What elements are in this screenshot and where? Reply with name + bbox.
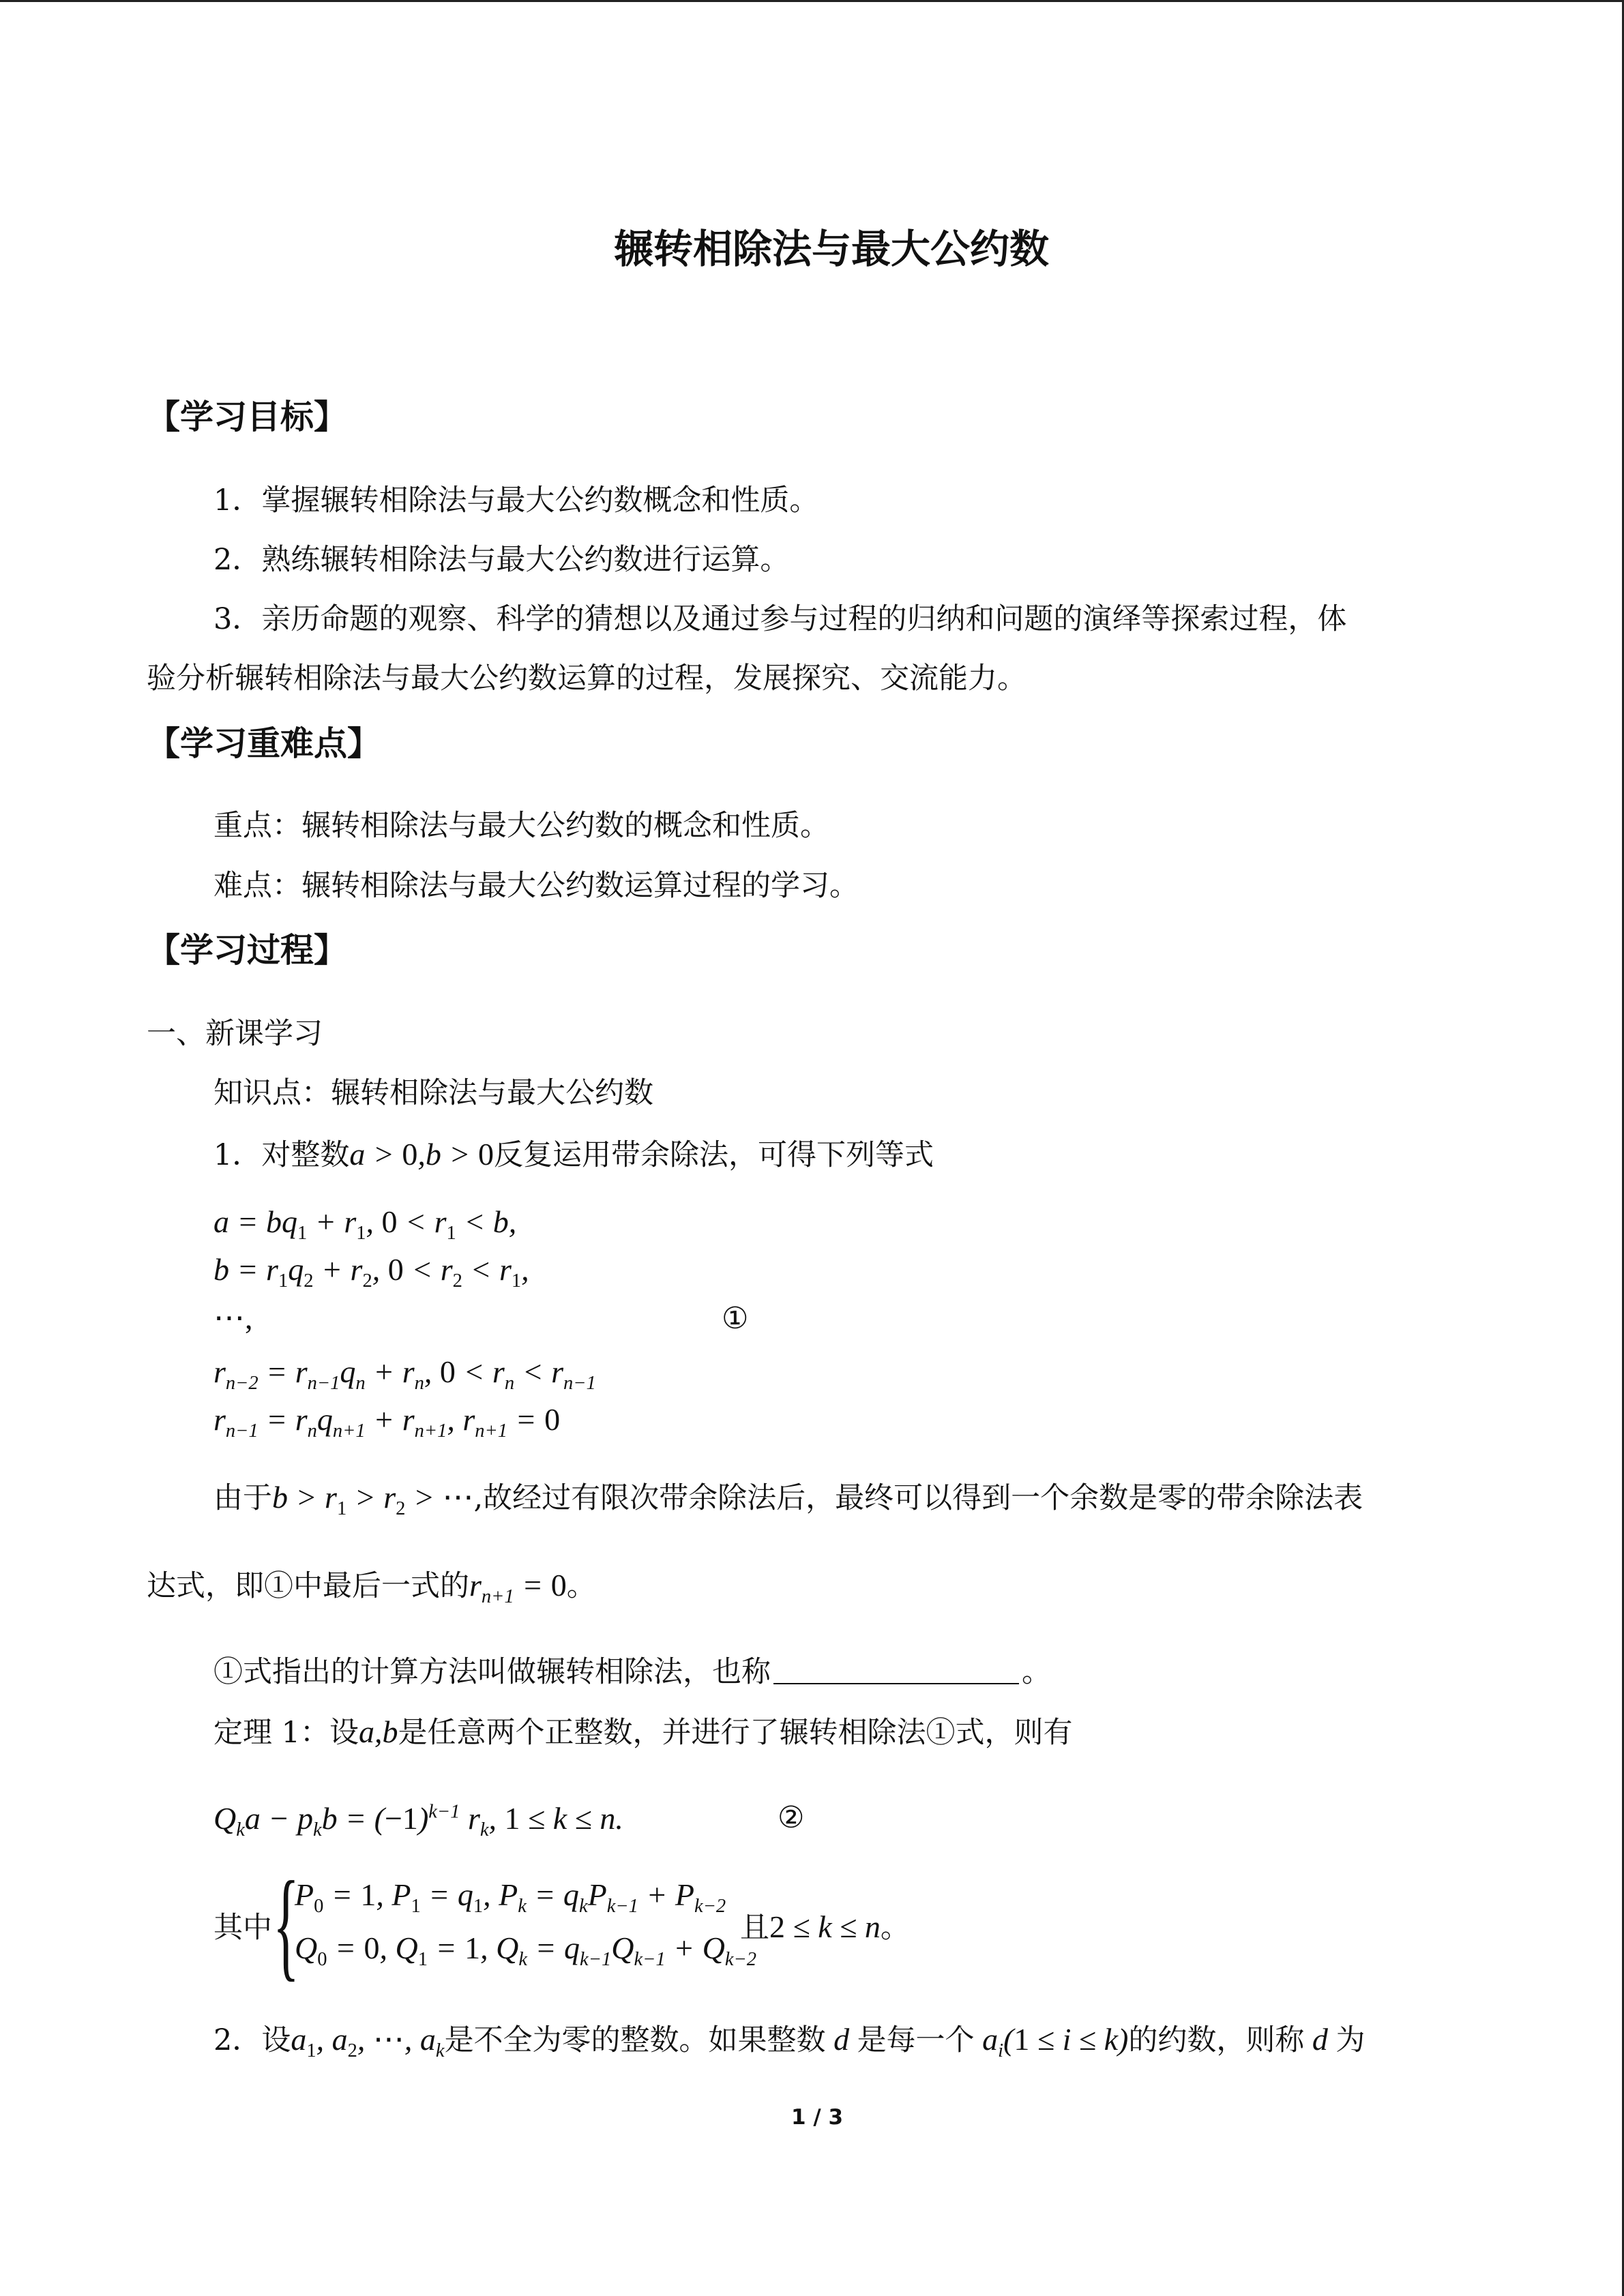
goal-3-line-1: 3．亲历命题的观察、科学的猜想以及通过参与过程的归纳和问题的演绎等探索过程，体 — [213, 602, 1347, 636]
theorem-prefix: 定理 1：设 — [213, 1716, 359, 1750]
theorem-suffix: 是任意两个正整数，并进行了辗转相除法①式，则有 — [398, 1716, 1073, 1750]
equation-marker-2: ② — [778, 1800, 805, 1835]
key-point-2: 难点：辗转相除法与最大公约数运算过程的学习。 — [213, 869, 859, 903]
item-2-ai: $a_i(1 \le i \le k)$ — [974, 2022, 1129, 2062]
item-1-suffix: 反复运用带余除法，可得下列等式 — [493, 1138, 934, 1172]
where-condition — [740, 1905, 910, 1946]
equation-line-2: $b = r_1q_2 + r_2$, $0 < r_2 < r_1$, — [213, 1252, 529, 1292]
equation-line-3: ⋯, — [213, 1300, 253, 1335]
item-2-mid-3: 的约数，则称 — [1128, 2023, 1305, 2057]
item-2-var-d: d — [825, 2022, 857, 2057]
method-suffix: 。 — [1022, 1655, 1051, 1689]
method-prefix: ①式指出的计算方法叫做辗转相除法，也称 — [213, 1655, 771, 1689]
recurrence-q: $Q_0 = 0$, $Q_1 = 1$, $Q_k = q_{k-1}Q_{k-1} + Q_{k-2}$ — [295, 1930, 757, 1971]
new-lesson-label: 一、新课学习 — [147, 1017, 323, 1051]
reason-last-remainder: $r_{n+1} = 0$ — [469, 1568, 567, 1608]
key-point-1: 重点：辗转相除法与最大公约数的概念和性质。 — [213, 809, 829, 843]
equation-line-1: $a = bq_1 + r_1$, $0 < r_1 < b$, — [213, 1204, 517, 1244]
system-brace: { — [273, 1856, 299, 1992]
equation-marker-1: ① — [722, 1301, 749, 1336]
goal-1: 1．掌握辗转相除法与最大公约数概念和性质。 — [213, 483, 819, 518]
where-range: 2 ≤ k ≤ n — [769, 1909, 881, 1944]
reason-line-1 — [213, 1475, 1363, 1520]
reason-inequality: $b > r_1 > r_2$ > ⋯ — [272, 1480, 474, 1520]
item-1-condition: a > 0,b > 0 — [349, 1137, 494, 1172]
where-label: 其中 — [213, 1911, 272, 1945]
goal-3-line-2: 验分析辗转相除法与最大公约数运算的过程，发展探究、交流能力。 — [147, 661, 1027, 696]
fill-in-blank[interactable] — [773, 1656, 1019, 1684]
knowledge-point-label: 知识点：辗转相除法与最大公约数 — [213, 1076, 653, 1110]
equation-line-4: $r_{n-2} = r_{n-1}q_n + r_n$, $0 < r_n < r_{n-1}$ — [213, 1354, 596, 1395]
reason-line-2 — [147, 1563, 596, 1608]
item-2-mid-1: 是不全为零的整数。如果整数 — [444, 2023, 826, 2057]
item-2-sequence: $a_1$, $a_2$, ⋯, $a_k$ — [291, 2022, 445, 2062]
key-heading: 【学习重难点】 — [147, 724, 381, 763]
reason-prefix: 由于 — [213, 1481, 272, 1515]
reason-line-2-suffix: 。 — [566, 1569, 596, 1603]
theorem-equation: $Q_ka - p_kb = (-1)^{k-1}$ $r_k$, 1 ≤ k ≤ n. — [213, 1801, 623, 1841]
page-title: 辗转相除法与最大公约数 — [614, 226, 1050, 272]
item-2-line — [213, 2017, 1365, 2062]
process-heading: 【学习过程】 — [147, 931, 348, 970]
reason-line-2-prefix: 达式，即①中最后一式的 — [147, 1569, 469, 1603]
item-2-var-d-2: d — [1304, 2022, 1336, 2057]
where-and: 且 — [740, 1911, 769, 1945]
item-1-intro — [213, 1132, 934, 1174]
where-end: 。 — [880, 1911, 910, 1945]
method-line — [213, 1649, 1051, 1690]
page-border-top — [0, 0, 1624, 2]
reason-suffix: ,故经过有限次带余除法后，最终可以得到一个余数是零的带余除法表 — [473, 1481, 1363, 1515]
equation-line-5: $r_{n-1} = r_nq_{n+1} + r_{n+1}$, $r_{n+1} = 0$ — [213, 1402, 561, 1442]
item-1-prefix: 1．对整数 — [213, 1138, 350, 1172]
goal-2: 2．熟练辗转相除法与最大公约数进行运算。 — [213, 543, 790, 577]
item-2-mid-2: 是每一个 — [857, 2023, 975, 2057]
page-number: 1 / 3 — [791, 2105, 844, 2130]
goals-heading: 【学习目标】 — [147, 398, 348, 436]
theorem-line — [213, 1710, 1073, 1751]
recurrence-p: $P_0 = 1$, $P_1 = q_1$, $P_k = q_kP_{k-1} + P_{k-2}$ — [295, 1877, 726, 1918]
theorem-variables: a,b — [359, 1714, 398, 1749]
item-2-prefix: 2．设 — [213, 2023, 291, 2057]
item-2-end: 为 — [1335, 2023, 1365, 2057]
